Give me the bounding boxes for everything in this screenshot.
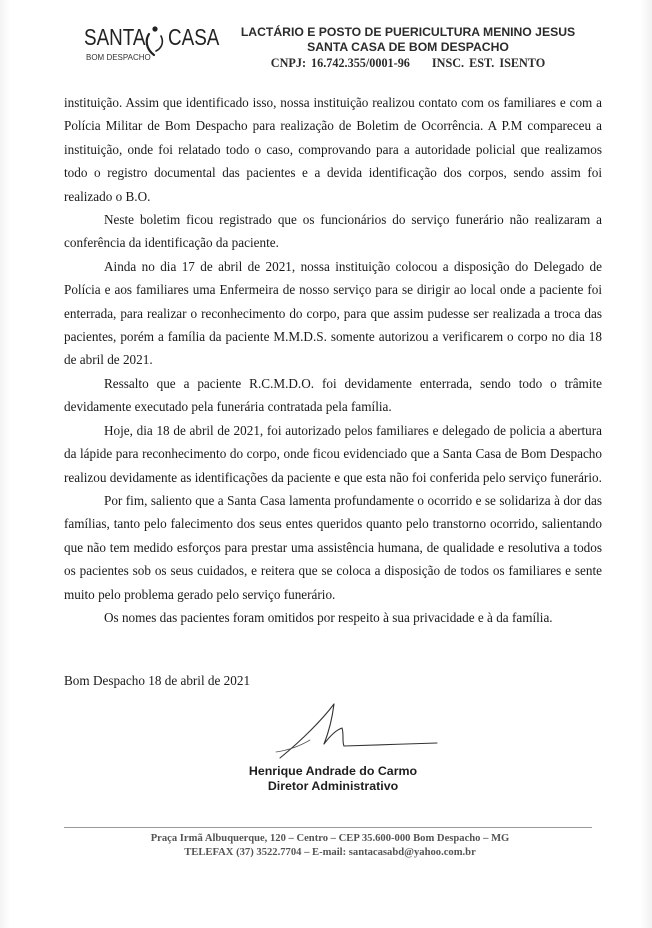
paragraph-2: Neste boletim ficou registrado que os funcionários do serviço funerário não realizaram a conferência da identificação da paciente. — [64, 212, 602, 251]
logo-word-right: CASA — [168, 24, 220, 50]
signer-title: Diretor Administrativo — [267, 779, 399, 793]
footer-address: Praça Irmã Albuquerque, 120 – Centro – CEP 35.600-000 Bom Despacho – MG — [150, 833, 510, 844]
inscricao-text: INSC. EST. ISENTO — [431, 56, 546, 70]
paragraph-5: Hoje, dia 18 de abril de 2021, foi autorizado pelos familiares e delegado de policia a abertura da lápide para reconhecimento do corpo, onde ficou evidenciado que a Santa Casa de Bom Despacho realizou devidamente as identificações da paciente e que esta não foi conferida pelo serviço funerário. — [64, 422, 602, 485]
date-line: Bom Despacho 18 de abril de 2021 — [64, 673, 251, 688]
footer — [120, 832, 540, 860]
handwritten-signature — [272, 700, 442, 762]
paragraph-3: Ainda no dia 17 de abril de 2021, nossa instituição colocou a disposição do Delegado de Polícia e aos familiares uma Enfermeira de nosso serviço para se dirigir ao local onde a paciente foi enterrada, para realizar o reconhecimento do corpo, para que assim pudesse ser realizada a troca das pacientes, porém a família da paciente M.M.D.S. somente autorizou a verificarem o corpo no dia 18 de abril de 2021. — [64, 258, 602, 368]
paragraph-4: Ressalto que a paciente R.C.M.D.O. foi devidamente enterrada, sendo todo o trâmite devidamente executado pela funerária contratada pela família. — [64, 375, 602, 415]
logo-word-left: SANTA — [84, 24, 146, 50]
letter-body — [64, 91, 602, 629]
santa-casa-logo — [80, 20, 220, 68]
footer-divider — [64, 827, 592, 828]
cnpj-text: CNPJ: 16.742.355/0001-96 — [270, 56, 410, 70]
footer-contact: TELEFAX (37) 3522.7704 – E-mail: santacasabd@yahoo.com.br — [184, 847, 476, 858]
letterhead — [228, 25, 588, 71]
letterhead-line1: LACTÁRIO E POSTO DE PUERICULTURA MENINO JESUS — [240, 25, 576, 39]
paragraph-1: instituição. Assim que identificado isso, nossa instituição realizou contato com os familiares e com a Polícia Militar de Bom Despacho para realização de Boletim de Ocorrência. A P.M compareceu a instituição, onde foi relatado todo o caso, comprovando para a autoridade policial que realizamos todo o registro documental das pacientes e a devida identificação dos corpos, sendo assim foi realizado o B.O. — [64, 95, 602, 204]
paragraph-6: Por fim, saliento que a Santa Casa lamenta profundamente o ocorrido e se solidariza à dor das famílias, tanto pelo falecimento dos seus entes queridos quanto pelo transtorno ocorrido, salientando que não tem medido esforços para prestar uma assistência humana, de qualidade e resolutiva a todos os pacientes sob os seus cuidados, e reitera que se coloca a disposição de todos os familiares e sente muito pelo problema gerado pelo serviço funerário. — [64, 492, 602, 602]
logo-subtitle: BOM DESPACHO — [86, 53, 151, 62]
letterhead-line2: SANTA CASA DE BOM DESPACHO — [307, 40, 509, 54]
letterhead-ids — [228, 55, 588, 71]
paragraph-7: Os nomes das pacientes foram omitidos por respeito à sua privacidade e à da família. — [104, 609, 553, 625]
signer-block — [200, 764, 466, 794]
signer-name: Henrique Andrade do Carmo — [248, 764, 418, 778]
